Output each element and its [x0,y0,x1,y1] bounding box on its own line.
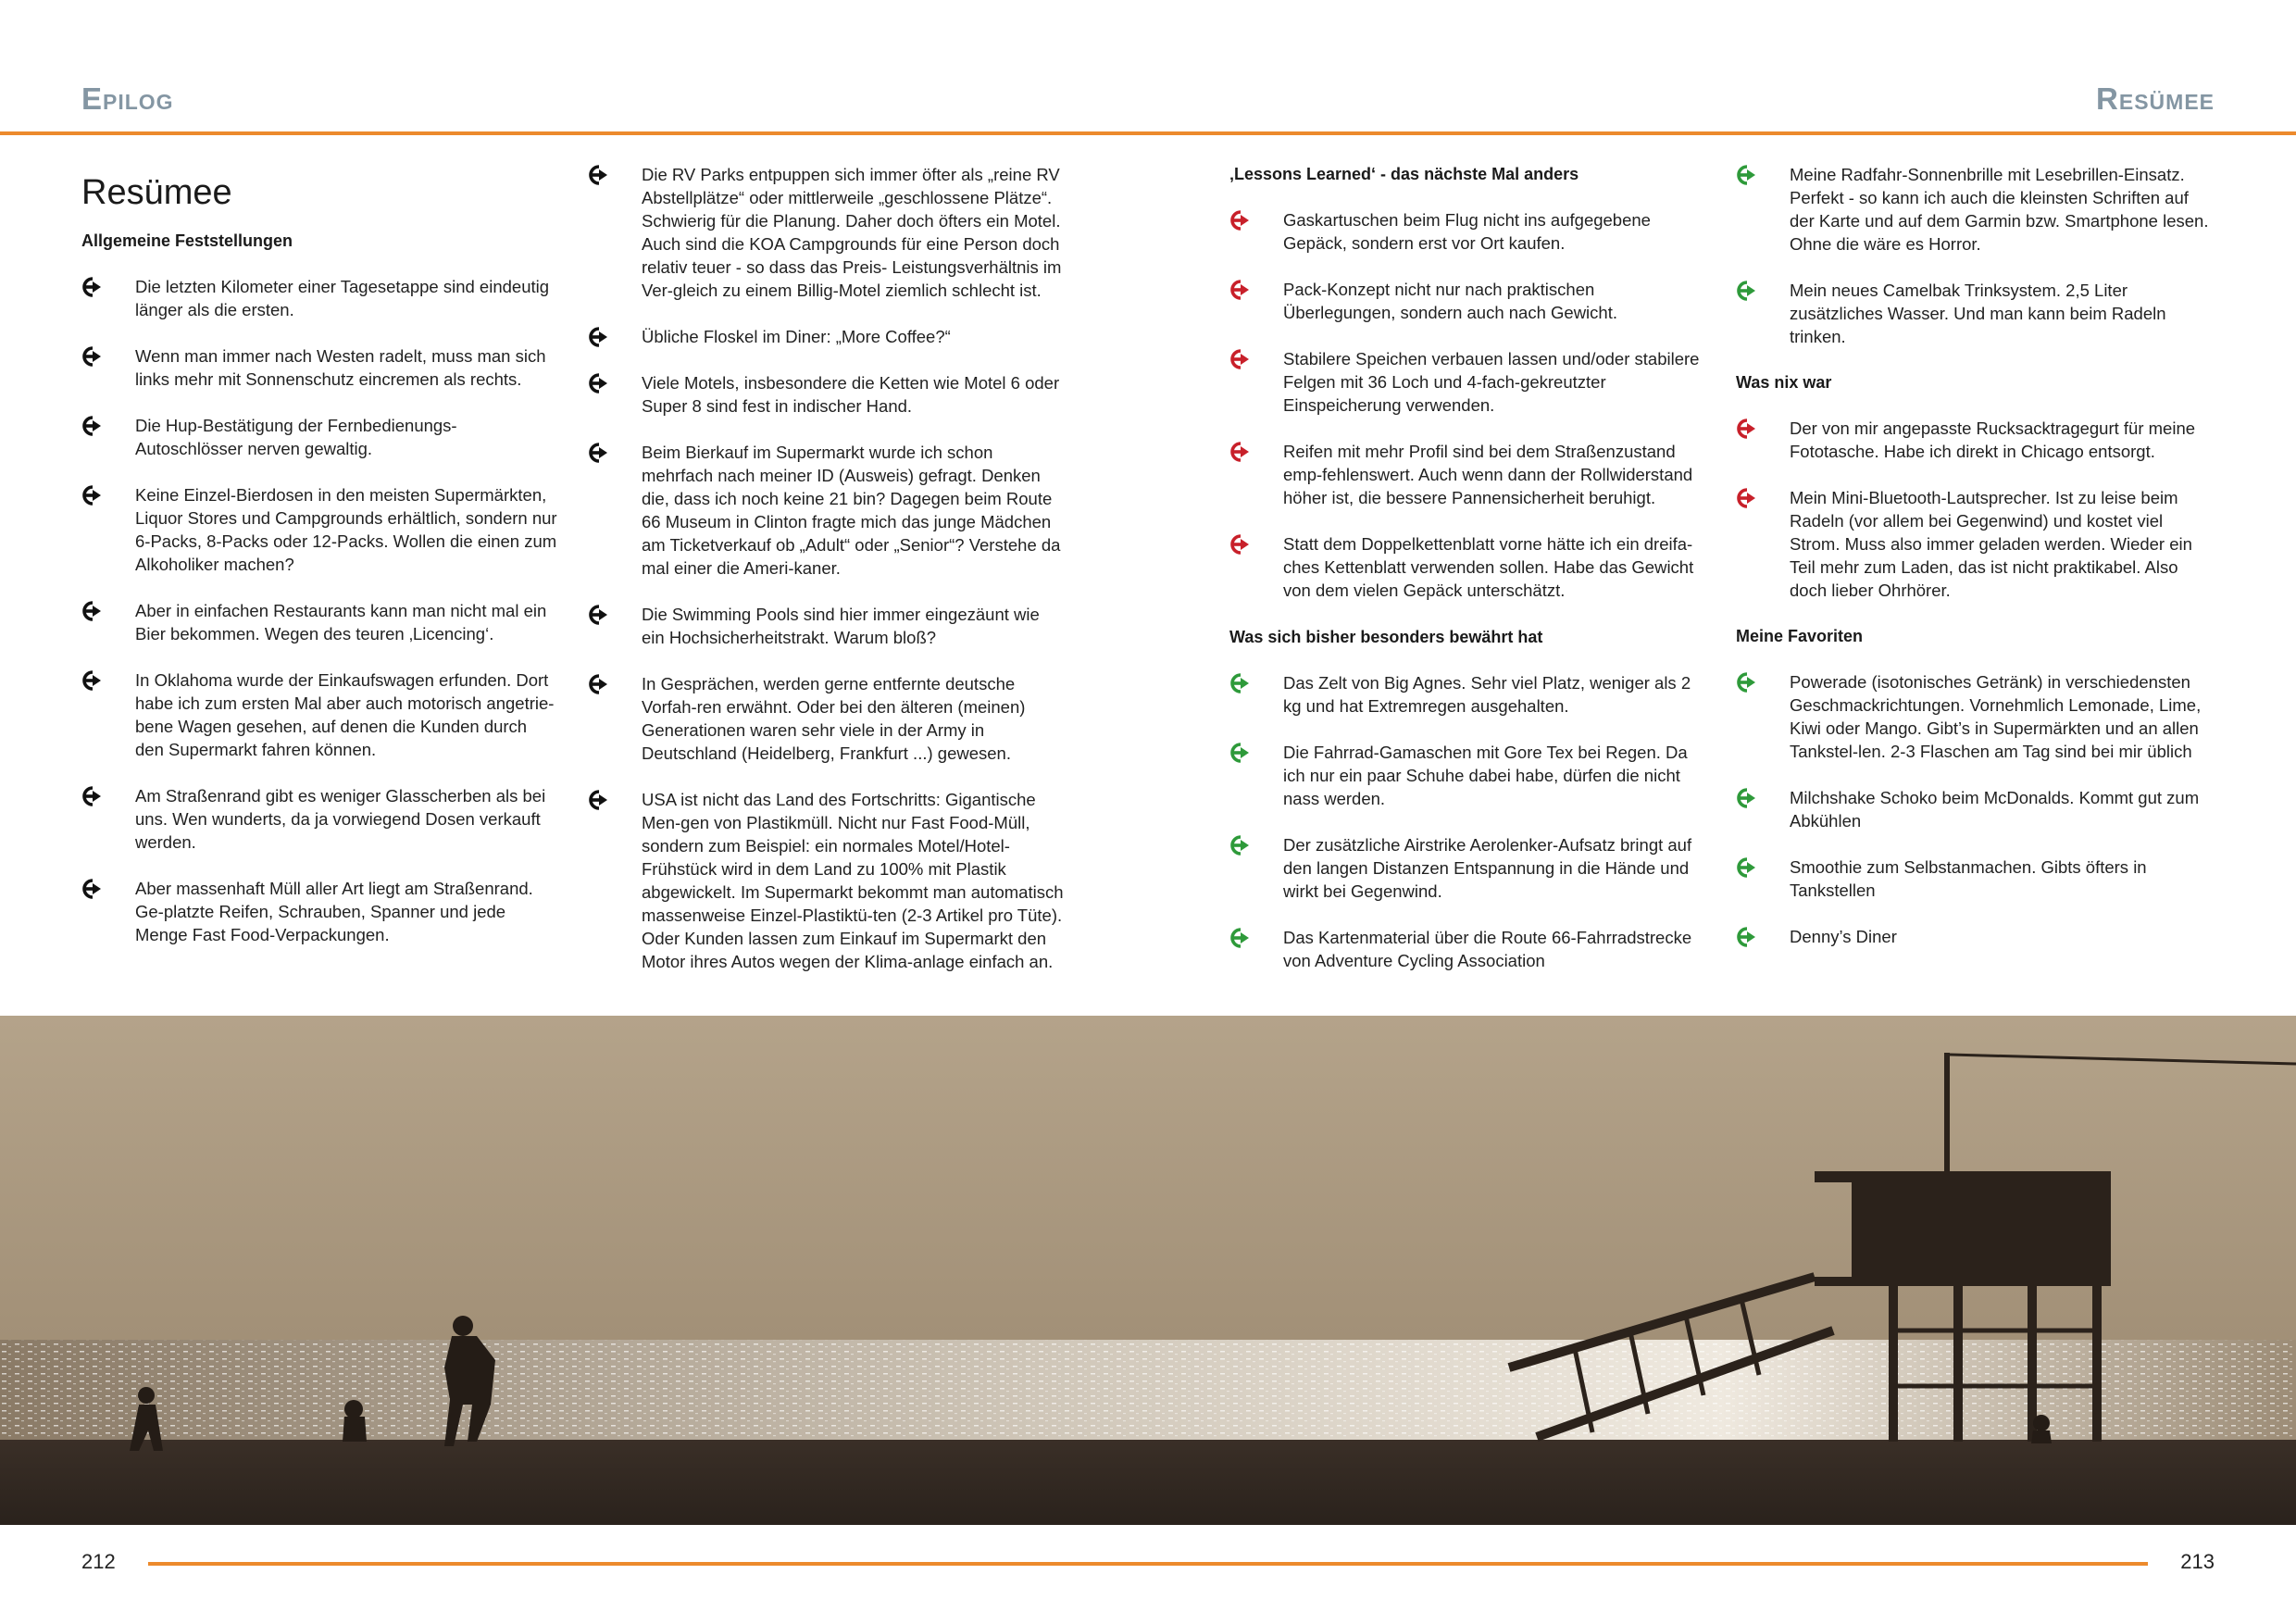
list-item-text: Statt dem Doppelkettenblatt vorne hätte ich ein dreifa-ches Kettenblatt verwenden sollen. Habe das Gewicht von dem vielen Gepäck unterschätzt. [1283,534,1694,600]
list-item-text: Das Kartenmaterial über die Route 66-Fahrradstrecke von Adventure Cycling Association [1283,928,1692,970]
arrow-bullet-icon [588,371,616,394]
arrow-bullet-icon [81,599,109,622]
list-item-text: Reifen mit mehr Profil sind bei dem Straßenzustand emp-fehlenswert. Auch wenn dann der Rollwiderstand höher ist, die bessere Pannensicherheit beruhigt. [1283,442,1693,507]
arrow-bullet-icon [1736,417,1764,440]
arrow-bullet-icon [1229,671,1257,694]
list-item [1736,163,2217,256]
list-item-text: Powerade (isotonisches Getränk) in verschiedensten Geschmackrichtungen. Vornehmlich Lemonade, Lime, Kiwi oder Mango. Gibt’s in Supermärkten und an allen Tankstel-len. 2-3 Flaschen am Tag sind bei mir üblich [1790,672,2202,761]
section-heading-proven: Was sich bisher besonders bewährt hat [1229,628,1543,646]
list-item-text: Stabilere Speichen verbauen lassen und/oder stabilere Felgen mit 36 Loch und 4-fach-gekreutzter Einspeicherung verwenden. [1283,349,1700,415]
arrow-bullet-icon [1229,833,1257,856]
list-item-text: Die Hup-Bestätigung der Fernbedienungs-Autoschlösser nerven gewaltig. [135,416,457,458]
list-item [1736,279,2217,348]
arrow-bullet-icon [1229,532,1257,556]
list-item [81,784,558,854]
list-item [1229,833,1711,903]
section-heading-nix: Was nix war [1736,373,1832,392]
list-item-text: Meine Radfahr-Sonnenbrille mit Lesebrillen-Einsatz. Perfekt - so kann ich auch die kleinsten Schriften auf der Karte und auf dem Garmin bzw. Smartphone lesen. Ohne die wäre es Horror. [1790,165,2209,254]
list-item-text: Übliche Floskel im Diner: „More Coffee?“ [642,327,951,346]
proven-list-continued [1736,163,2217,348]
arrow-bullet-icon [81,877,109,900]
arrow-bullet-icon [1736,925,1764,948]
list-item-text: In Gesprächen, werden gerne entfernte deutsche Vorfah-ren erwähnt. Oder bei den älteren (meinen) Generationen waren sehr viele in der Army in Deutschland (Heidelberg, Frankfurt ...) gewesen. [642,674,1026,763]
list-item-text: Wenn man immer nach Westen radelt, muss man sich links mehr mit Sonnenschutz eincremen als rechts. [135,346,546,389]
section-heading-favorites: Meine Favoriten [1736,627,1864,645]
list-item [81,275,558,321]
general-list [81,275,558,946]
list-item-text: Aber in einfachen Restaurants kann man nicht mal ein Bier bekommen. Wegen des teuren ‚Licencing‘. [135,601,547,643]
arrow-bullet-icon [1736,670,1764,693]
arrow-bullet-icon [81,275,109,298]
list-item-text: Die letzten Kilometer einer Tagesetappe sind eindeutig länger als die ersten. [135,277,550,319]
favorites-list [1736,670,2217,948]
list-item-text: Milchshake Schoko beim McDonalds. Kommt gut zum Abkühlen [1790,788,2200,831]
arrow-bullet-icon [81,414,109,437]
arrow-bullet-icon [81,784,109,807]
arrow-bullet-icon [1229,440,1257,463]
list-item [1229,278,1711,324]
list-item [1229,532,1711,602]
arrow-bullet-icon [1736,786,1764,809]
arrow-bullet-icon [81,344,109,368]
list-item-text: Die RV Parks entpuppen sich immer öfter als „reine RV Abstellplätze“ oder mittlerweile „geschlossene Plätze“. Schwierig für die Planung. Daher doch öfters ein Motel. Auch sind die KOA Campgrounds für eine Person doch relativ teuer - so dass das Preis- Leistungsverhältnis im Ver-gleich zu einem Billig-Motel ziemlich schlecht ist. [642,165,1062,300]
list-item [1736,925,2217,948]
list-item [588,788,1065,973]
arrow-bullet-icon [588,788,616,811]
list-item-text: In Oklahoma wurde der Einkaufswagen erfunden. Dort habe ich zum ersten Mal aber auch motorisch angetrie-bene Wagen gesehen, auf denen die Kunden durch den Supermarkt fahren können. [135,670,555,759]
proven-list [1229,671,1711,972]
arrow-bullet-icon [81,483,109,506]
list-item [588,163,1065,302]
arrow-bullet-icon [1229,278,1257,301]
list-item [1229,440,1711,509]
beach-lifeguard-photo [0,1016,2296,1525]
arrow-bullet-icon [81,668,109,692]
arrow-bullet-icon [588,325,616,348]
list-item-text: Der zusätzliche Airstrike Aerolenker-Aufsatz bringt auf den langen Distanzen Entspannung in die Hände und wirkt bei Gegenwind. [1283,835,1692,901]
list-item-text: Mein neues Camelbak Trinksystem. 2,5 Liter zusätzliches Wasser. Und man kann beim Radeln trinken. [1790,281,2166,346]
arrow-bullet-icon [1736,163,1764,186]
list-item-text: Viele Motels, insbesondere die Ketten wie Motel 6 oder Super 8 sind fest in indischer Hand. [642,373,1060,416]
list-item [1736,486,2217,602]
header-rule [0,131,2296,135]
page-number-left: 212 [81,1550,116,1573]
list-item [1736,417,2217,463]
list-item [1736,670,2217,763]
right-page-column-2 [1736,163,2217,971]
list-item-text: Beim Bierkauf im Supermarkt wurde ich schon mehrfach nach meiner ID (Ausweis) gefragt. Denken die, dass ich noch keine 21 bin? Dagegen beim Route 66 Museum in Clinton fragte mich das junge Mädchen am Ticketverkauf ob „Adult“ oder „Senior“? Verstehe da mal einer die Ameri-kaner. [642,443,1061,578]
list-item-text: Denny’s Diner [1790,927,1897,946]
list-item-text: Aber massenhaft Müll aller Art liegt am Straßenrand. Ge-platzte Reifen, Schrauben, Spanner und jede Menge Fast Food-Verpackungen. [135,879,533,944]
list-item [81,668,558,761]
arrow-bullet-icon [588,672,616,695]
list-item [1229,741,1711,810]
list-item [1229,347,1711,417]
arrow-bullet-icon [1229,741,1257,764]
list-item-text: Pack-Konzept nicht nur nach praktischen Überlegungen, sondern auch nach Gewicht. [1283,280,1617,322]
list-item-text: Keine Einzel-Bierdosen in den meisten Supermärkten, Liquor Stores und Campgrounds erhältlich, sondern nur 6-Packs, 8-Packs oder 12-Packs. Wollen die einen zum Alkoholiker machen? [135,485,557,574]
list-item [81,344,558,391]
list-item [588,603,1065,649]
general-list-continued [588,163,1065,973]
list-item [1229,926,1711,972]
beach-sand [0,1440,2296,1525]
arrow-bullet-icon [588,441,616,464]
list-item-text: Der von mir angepasste Rucksacktragegurt für meine Fototasche. Habe ich direkt in Chicago entsorgt. [1790,418,2196,461]
list-item-text: Das Zelt von Big Agnes. Sehr viel Platz, weniger als 2 kg und hat Extremregen ausgehalten. [1283,673,1691,716]
list-item-text: Die Swimming Pools sind hier immer eingezäunt wie ein Hochsicherheitstrakt. Warum bloß? [642,605,1040,647]
list-item-text: Mein Mini-Bluetooth-Lautsprecher. Ist zu leise beim Radeln (vor allem bei Gegenwind) und kostet viel Strom. Muss also immer geladen werden. Wieder ein Teil mehr zum Laden, das ist nicht praktikabel. Also doch lieber Ohrhörer. [1790,488,2192,600]
list-item-text: Smoothie zum Selbstanmachen. Gibts öfters in Tankstellen [1790,857,2147,900]
arrow-bullet-icon [1229,347,1257,370]
running-header-left: Epilog [81,81,174,116]
section-heading-lessons: ‚Lessons Learned‘ - das nächste Mal anders [1229,165,1579,183]
list-item [81,483,558,576]
arrow-bullet-icon [1736,856,1764,879]
section-heading-general: Allgemeine Feststellungen [81,231,293,250]
list-item-text: Am Straßenrand gibt es weniger Glasscherben als bei uns. Wen wunderts, da ja vorwiegend Dosen verkauft werden. [135,786,546,852]
page-title: Resümee [81,173,232,212]
list-item-text: USA ist nicht das Land des Fortschritts: Gigantische Men-gen von Plastikmüll. Nicht nur Fast Food-Müll, sondern zum Beispiel: ein normales Motel/Hotel-Frühstück wird in dem Land zu 100% mit Plastik abgewickelt. Im Supermarkt bekommt man automatisch massenweise Einzel-Plastiktü-ten (2-3 Artikel pro Tüte). Oder Kunden lassen zum Einkauf im Supermarkt den Motor ihres Autos wegen der Klima-anlage einfach an. [642,790,1064,971]
list-item [1229,671,1711,718]
nix-list [1736,417,2217,602]
left-page-column-2 [588,163,1065,996]
list-item [1736,786,2217,832]
right-page-column-1 [1229,163,1711,995]
footer-rule [148,1562,2148,1566]
arrow-bullet-icon [1229,926,1257,949]
arrow-bullet-icon [588,163,616,186]
list-item-text: Gaskartuschen beim Flug nicht ins aufgegebene Gepäck, sondern erst vor Ort kaufen. [1283,210,1651,253]
arrow-bullet-icon [1229,208,1257,231]
running-header-right: Resümee [2096,81,2215,116]
list-item [588,441,1065,580]
list-item [588,325,1065,348]
list-item [1229,208,1711,255]
arrow-bullet-icon [1736,486,1764,509]
arrow-bullet-icon [1736,279,1764,302]
list-item [588,672,1065,765]
list-item-text: Die Fahrrad-Gamaschen mit Gore Tex bei Regen. Da ich nur ein paar Schuhe dabei habe, dürfen die nicht nass werden. [1283,743,1688,808]
arrow-bullet-icon [588,603,616,626]
left-page-column-1 [81,163,558,969]
list-item [588,371,1065,418]
list-item [81,414,558,460]
list-item [81,599,558,645]
page-number-right: 213 [2180,1550,2215,1573]
list-item [1736,856,2217,902]
lessons-list [1229,208,1711,602]
list-item [81,877,558,946]
